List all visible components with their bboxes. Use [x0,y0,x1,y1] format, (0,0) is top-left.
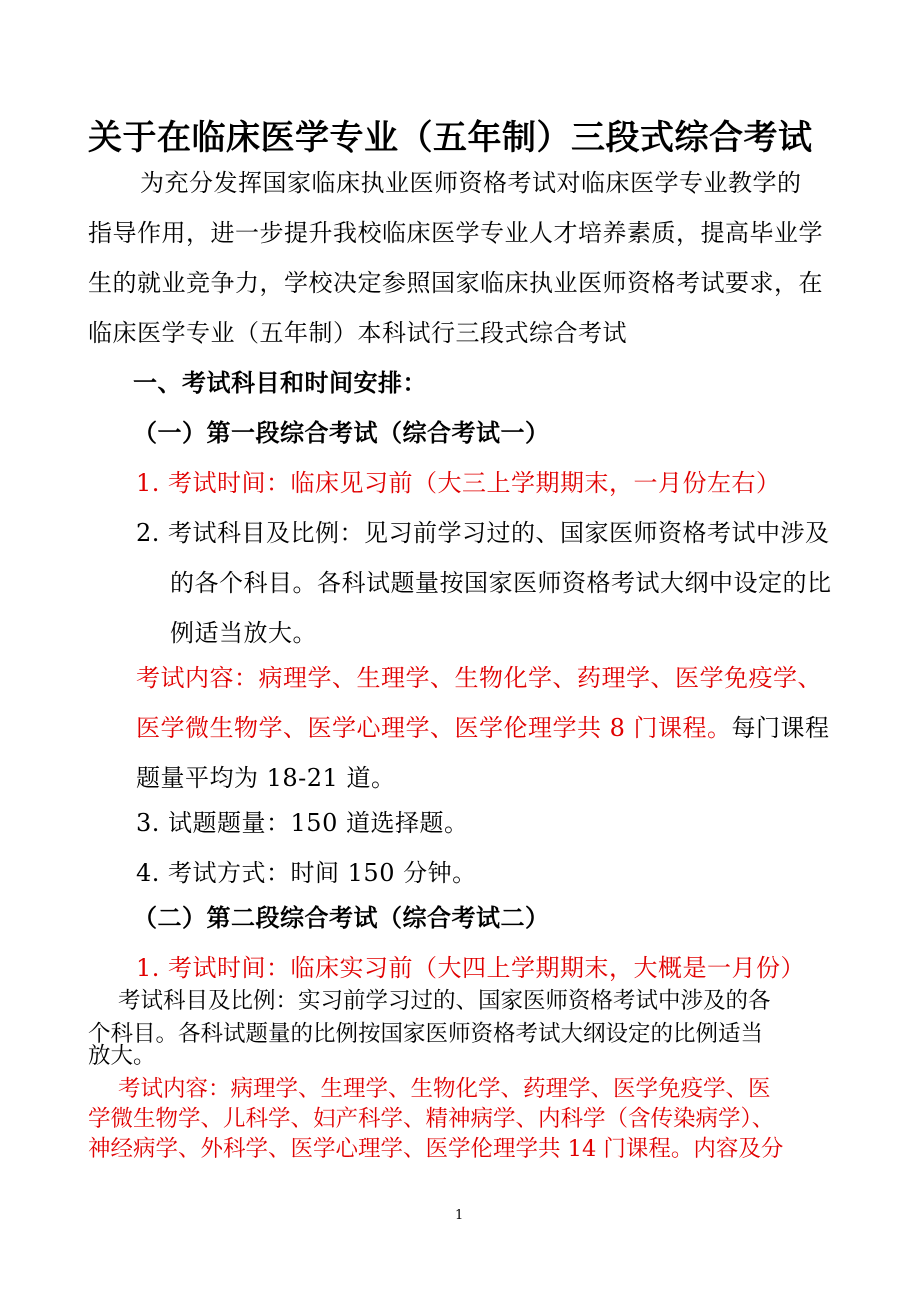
part2-subjects-2: 个科目。各科试题量的比例按国家医师资格考试大纲设定的比例适当 [88,1021,764,1047]
part1-item-subjects-1: 2. 考试科目及比例：见习前学习过的、国家医师资格考试中涉及 [136,519,830,547]
part2-subjects-1: 考试科目及比例：实习前学习过的、国家医师资格考试中涉及的各 [118,988,771,1014]
page-number: 1 [455,1208,464,1223]
part1-content-1: 考试内容：病理学、生理学、生物化学、药理学、医学免疫学、 [136,664,822,692]
part1-item-subjects-2: 的各个科目。各科试题量按国家医师资格考试大纲中设定的比 [170,569,832,597]
part2-heading: （二）第二段综合考试（综合考试二） [133,904,550,932]
intro-line-2: 指导作用，进一步提升我校临床医学专业人才培养素质，提高毕业学 [88,219,823,247]
section-heading: 一、考试科目和时间安排： [133,369,427,397]
part2-item-time: 1. 考试时间：临床实习前（大四上学期期末，大概是一月份） [136,954,806,982]
part1-content-2 [136,703,920,753]
part2-content-2: 学微生物学、儿科学、妇产科学、精神病学、内科学（含传染病学）、 [88,1106,775,1132]
part2-content-3: 神经病学、外科学、医学心理学、医学伦理学共 14 门课程。内容及分 [88,1136,784,1162]
page-title: 关于在临床医学专业（五年制）三段式综合考试 [88,118,813,158]
intro-line-4: 临床医学专业（五年制）本科试行三段式综合考试 [88,319,627,347]
part1-heading: （一）第一段综合考试（综合考试一） [133,419,550,447]
part1-item-subjects-3: 例适当放大。 [170,619,317,647]
part2-content-1: 考试内容：病理学、生理学、生物化学、药理学、医学免疫学、医 [118,1076,771,1102]
intro-line-3: 生的就业竞争力，学校决定参照国家临床执业医师资格考试要求，在 [88,269,823,297]
part1-content-3: 题量平均为 18-21 道。 [136,764,396,792]
part1-content-2-black: 每门课程 [731,714,830,742]
part1-item-volume: 3. 试题题量：150 道选择题。 [136,809,469,837]
part1-item-method: 4. 考试方式：时间 150 分钟。 [136,859,477,887]
part1-content-2-red: 医学微生物学、医学心理学、医学伦理学共 8 门课程。 [136,714,732,742]
part1-item-time: 1. 考试时间：临床见习前（大三上学期期末，一月份左右） [136,469,781,497]
part2-subjects-3: 放大。 [88,1043,156,1069]
intro-line-1: 为充分发挥国家临床执业医师资格考试对临床医学专业教学的 [140,169,802,197]
